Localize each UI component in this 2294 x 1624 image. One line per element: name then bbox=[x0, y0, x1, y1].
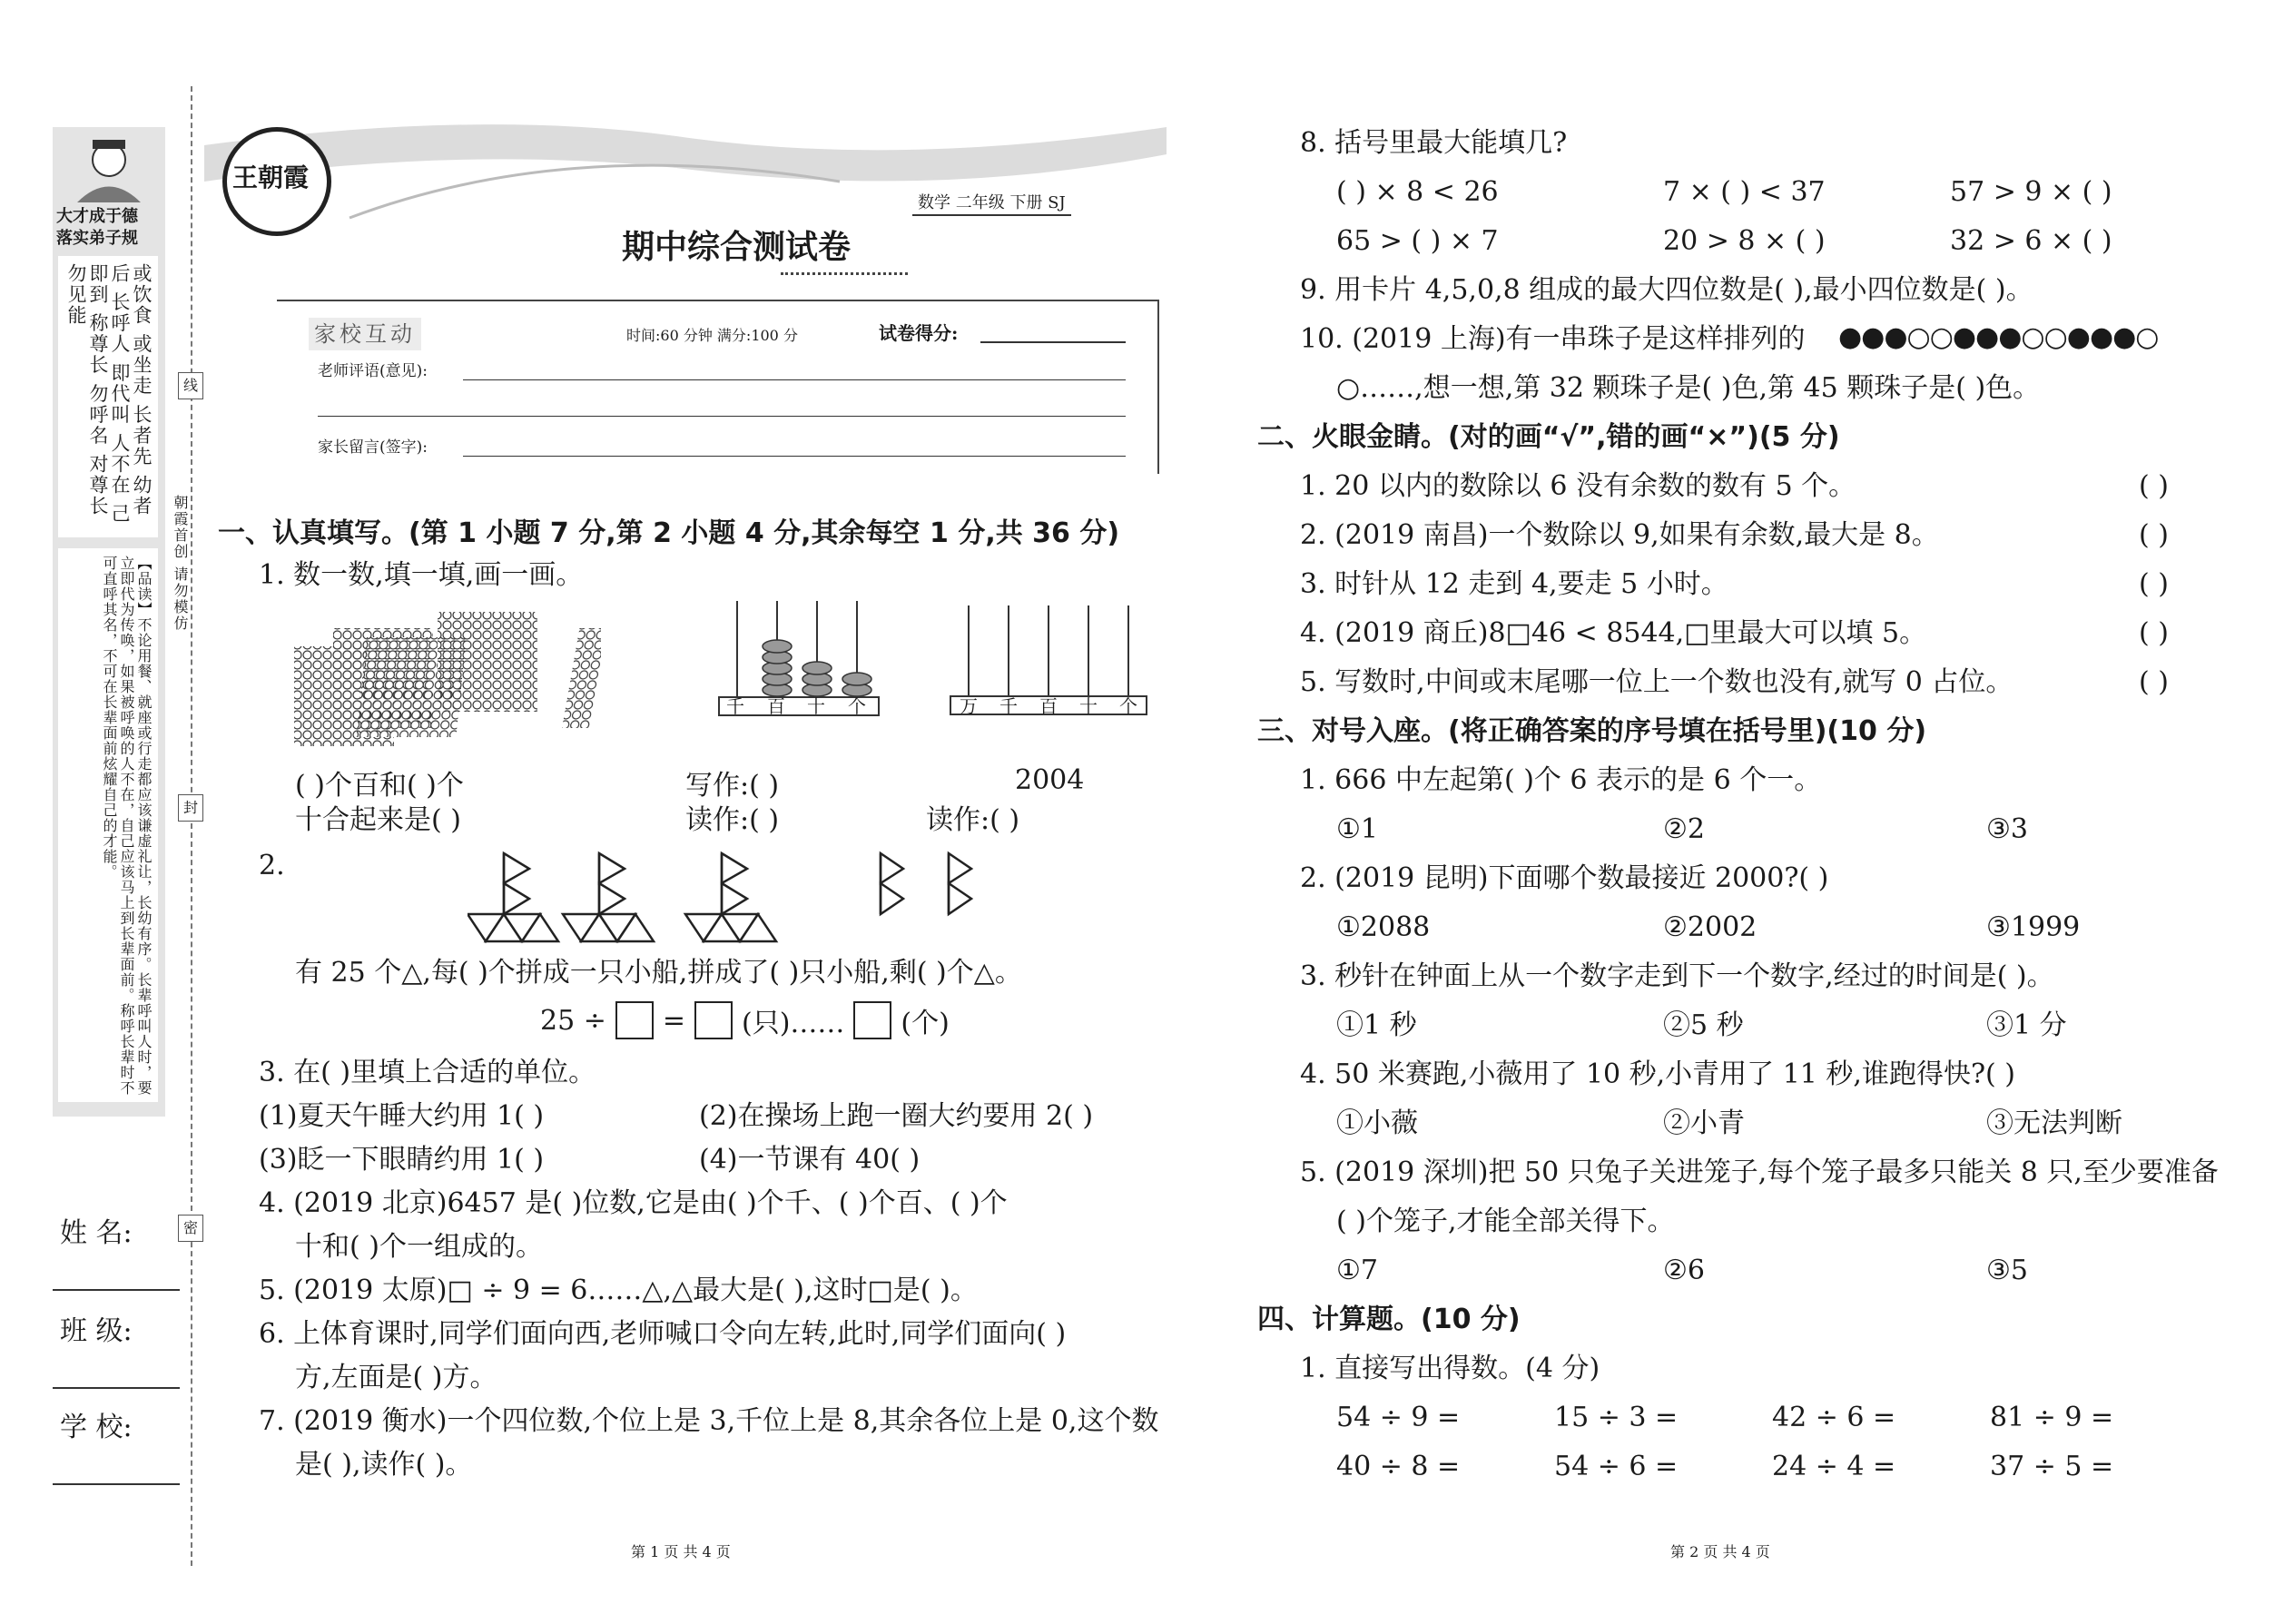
q1-abacus2-number: 2004 bbox=[1015, 764, 1085, 796]
q3-prompt: 3. 在( )里填上合适的单位。 bbox=[259, 1057, 596, 1088]
q3-item-2[interactable]: (2)在操场上跑一圈大约要用 2( ) bbox=[699, 1100, 1094, 1132]
page-number-left: 第 1 页 共 4 页 bbox=[631, 1543, 731, 1560]
q2-eq-quotient-unit: (只)…… bbox=[742, 1008, 845, 1039]
choice-3-opt-3[interactable]: ③1 分 bbox=[1986, 1009, 2067, 1041]
judge-5-answer[interactable]: ( ) bbox=[2139, 666, 2169, 698]
calc-r2-c4[interactable]: 37 ÷ 5 = bbox=[1990, 1451, 2114, 1482]
q2-number: 2. bbox=[259, 850, 285, 881]
section-4-heading: 四、计算题。(10 分) bbox=[1257, 1304, 1521, 1335]
q10-line-2[interactable]: ○……,想一想,第 32 颗珠子是( )色,第 45 颗珠子是( )色。 bbox=[1336, 372, 2041, 404]
seal-mark-1: 线 bbox=[178, 372, 203, 399]
teacher-comment-line-1[interactable] bbox=[463, 379, 1126, 380]
calc-r1-c2[interactable]: 15 ÷ 3 = bbox=[1554, 1402, 1679, 1433]
name-line bbox=[53, 1289, 180, 1291]
q1-abacus1-write[interactable]: 写作:( ) bbox=[685, 770, 780, 802]
q8-r1-c1[interactable]: ( ) × 8 < 26 bbox=[1336, 176, 1499, 208]
q5-text[interactable]: 5. (2019 太原)□ ÷ 9 = 6……△,△最大是( ),这时□是( )。 bbox=[259, 1275, 978, 1306]
q6-line-1[interactable]: 6. 上体育课时,同学们面向西,老师喊口令向左转,此时,同学们面向( ) bbox=[259, 1318, 1067, 1350]
judge-1-answer[interactable]: ( ) bbox=[2139, 470, 2169, 502]
judge-2: 2. (2019 南昌)一个数除以 9,如果有余数,最大是 8。 bbox=[1300, 519, 1939, 551]
choice-4-opt-1[interactable]: ①小薇 bbox=[1336, 1107, 1418, 1139]
abacus-2-label-ten-thousands: 万 bbox=[960, 695, 978, 717]
q1-bead-blocks bbox=[292, 610, 601, 748]
time-info: 时间:60 分钟 满分:100 分 bbox=[626, 327, 798, 344]
name-label: 姓 名: bbox=[60, 1217, 133, 1249]
choice-2-opt-1[interactable]: ①2088 bbox=[1336, 911, 1431, 943]
q4-line-2[interactable]: 十和( )个一组成的。 bbox=[295, 1231, 543, 1263]
home-school-label: 家校互动 bbox=[309, 318, 421, 350]
copyright-note: 朝霞首创 请勿模仿 bbox=[172, 495, 189, 633]
judge-4-answer[interactable]: ( ) bbox=[2139, 617, 2169, 649]
sidebar-motto-2: 落实弟子规 bbox=[56, 229, 138, 248]
choice-1-opt-1[interactable]: ①1 bbox=[1336, 813, 1378, 845]
q1-combined-blank[interactable]: 十合起来是( ) bbox=[295, 804, 461, 836]
abacus-1-label-hundreds: 百 bbox=[767, 695, 785, 717]
q2-eq-remainder-unit: (个) bbox=[901, 1008, 950, 1039]
choice-2-opt-2[interactable]: ②2002 bbox=[1663, 911, 1757, 943]
class-label: 班 级: bbox=[60, 1315, 133, 1347]
judge-2-answer[interactable]: ( ) bbox=[2139, 519, 2169, 551]
judge-5: 5. 写数时,中间或末尾哪一位上一个数也没有,就写 0 占位。 bbox=[1300, 666, 2013, 698]
q3-item-4[interactable]: (4)一节课有 40( ) bbox=[699, 1144, 921, 1176]
school-line bbox=[53, 1483, 180, 1485]
sidebar-poem: 或饮食 或坐走 长者先 幼者后 长呼人 即代叫 人不在 己即到 称尊长 勿呼名 对尊长 勿见能 bbox=[65, 263, 153, 525]
choice-5-line-2[interactable]: ( )个笼子,才能全部关得下。 bbox=[1336, 1206, 1675, 1237]
choice-3-opt-1[interactable]: ①1 秒 bbox=[1336, 1009, 1417, 1041]
score-line[interactable] bbox=[980, 341, 1126, 343]
q1-abacus2-read[interactable]: 读作:( ) bbox=[926, 804, 1020, 836]
q1-hundreds-blank[interactable]: ( )个百和( )个 bbox=[295, 770, 464, 802]
q1-abacus1-read[interactable]: 读作:( ) bbox=[685, 804, 780, 836]
sidebar-motto-1: 大才成于德 bbox=[56, 207, 138, 226]
choice-4-opt-3[interactable]: ③无法判断 bbox=[1986, 1107, 2122, 1139]
q2-eq-box-3[interactable] bbox=[853, 1001, 891, 1039]
judge-1: 1. 20 以内的数除以 6 没有余数的数有 5 个。 bbox=[1300, 470, 1856, 502]
q3-item-1[interactable]: (1)夏天午睡大约用 1( ) bbox=[259, 1100, 545, 1132]
q2-text[interactable]: 有 25 个△,每( )个拼成一只小船,拼成了( )只小船,剩( )个△。 bbox=[295, 957, 1022, 989]
q2-equation bbox=[540, 1000, 950, 1040]
q10-line-1: 10. (2019 上海)有一串珠子是这样排列的 bbox=[1300, 323, 1806, 355]
sidebar-mascot bbox=[64, 134, 154, 207]
q2-eq-dividend: 25 ÷ bbox=[540, 1004, 606, 1037]
teacher-comment-line-2[interactable] bbox=[318, 416, 1126, 417]
class-line bbox=[53, 1387, 180, 1389]
q8-r1-c2[interactable]: 7 × ( ) < 37 bbox=[1663, 176, 1826, 208]
seal-mark-3: 密 bbox=[178, 1215, 203, 1242]
abacus-2-label-ones: 个 bbox=[1119, 695, 1137, 717]
section-2-heading: 二、火眼金睛。(对的画“√”,错的画“×”)(5 分) bbox=[1257, 421, 1840, 453]
q7-line-2[interactable]: 是( ),读作( )。 bbox=[295, 1449, 473, 1481]
calc-r2-c3[interactable]: 24 ÷ 4 = bbox=[1772, 1451, 1896, 1482]
choice-2[interactable]: 2. (2019 昆明)下面哪个数最接近 2000?( ) bbox=[1300, 862, 1829, 894]
seal-mark-2: 封 bbox=[178, 794, 203, 822]
school-label: 学 校: bbox=[60, 1412, 133, 1443]
abacus-1-label-tens: 十 bbox=[807, 695, 825, 717]
q4-line-1[interactable]: 4. (2019 北京)6457 是( )位数,它是由( )个千、( )个百、( )个 bbox=[259, 1187, 1008, 1219]
q10-beads: ●●●○○●●●○○●●●○ bbox=[1838, 321, 2159, 353]
choice-5-opt-3[interactable]: ③5 bbox=[1986, 1255, 2028, 1286]
title-dots bbox=[781, 272, 908, 275]
q8-r2-c3[interactable]: 32 > 6 × ( ) bbox=[1950, 225, 2112, 257]
q2-eq-box-1[interactable] bbox=[615, 1001, 654, 1039]
calc-r2-c2[interactable]: 54 ÷ 6 = bbox=[1554, 1451, 1679, 1482]
choice-5-opt-1[interactable]: ①7 bbox=[1336, 1255, 1378, 1286]
q8-r2-c1[interactable]: 65 > ( ) × 7 bbox=[1336, 225, 1499, 257]
abacus-2-label-tens: 十 bbox=[1079, 695, 1098, 717]
calc-r1-c4[interactable]: 81 ÷ 9 = bbox=[1990, 1402, 2114, 1433]
subject-tag: 数学 二年级 下册 SJ bbox=[912, 192, 1071, 216]
q9-text[interactable]: 9. 用卡片 4,5,0,8 组成的最大四位数是( ),最小四位数是( )。 bbox=[1300, 274, 2033, 306]
q7-line-1[interactable]: 7. (2019 衡水)一个四位数,个位上是 3,千位上是 8,其余各位上是 0,这个数 bbox=[259, 1405, 1159, 1437]
choice-4-opt-2[interactable]: ②小青 bbox=[1663, 1107, 1745, 1139]
choice-1-opt-2[interactable]: ②2 bbox=[1663, 813, 1705, 845]
score-label: 试卷得分: bbox=[879, 322, 959, 344]
choice-2-opt-3[interactable]: ③1999 bbox=[1986, 911, 2081, 943]
teacher-comment-label: 老师评语(意见): bbox=[318, 362, 428, 380]
calc-r2-c1[interactable]: 40 ÷ 8 = bbox=[1336, 1451, 1461, 1482]
calc-r1-c3[interactable]: 42 ÷ 6 = bbox=[1772, 1402, 1896, 1433]
judge-3-answer[interactable]: ( ) bbox=[2139, 568, 2169, 600]
choice-3[interactable]: 3. 秒针在钟面上从一个数字走到下一个数字,经过的时间是( )。 bbox=[1300, 960, 2054, 992]
q8-r2-c2[interactable]: 20 > 8 × ( ) bbox=[1663, 225, 1826, 257]
choice-1-opt-3[interactable]: ③3 bbox=[1986, 813, 2028, 845]
choice-5-line-1: 5. (2019 深圳)把 50 只兔子关进笼子,每个笼子最多只能关 8 只,至少要准备 bbox=[1300, 1156, 2219, 1188]
choice-1[interactable]: 1. 666 中左起第( )个 6 表示的是 6 个一。 bbox=[1300, 764, 1822, 796]
q1-prompt: 1. 数一数,填一填,画一画。 bbox=[259, 559, 584, 591]
judge-4: 4. (2019 商丘)8□46 < 8544,□里最大可以填 5。 bbox=[1300, 617, 1927, 649]
q8-r1-c3[interactable]: 57 > 9 × ( ) bbox=[1950, 176, 2112, 208]
q2-triangle-boats bbox=[468, 849, 976, 944]
calc-prompt: 1. 直接写出得数。(4 分) bbox=[1300, 1353, 1600, 1384]
q2-eq-box-2[interactable] bbox=[694, 1001, 733, 1039]
abacus-2-label-thousands: 千 bbox=[999, 695, 1018, 717]
parent-message-line[interactable] bbox=[463, 456, 1126, 457]
parent-message-label: 家长留言(签字): bbox=[318, 438, 428, 457]
q8-prompt: 8. 括号里最大能填几? bbox=[1300, 127, 1568, 159]
q2-eq-equals: = bbox=[662, 1004, 685, 1037]
calc-r1-c1[interactable]: 54 ÷ 9 = bbox=[1336, 1402, 1461, 1433]
choice-4[interactable]: 4. 50 米赛跑,小薇用了 10 秒,小青用了 11 秒,谁跑得快?( ) bbox=[1300, 1058, 2015, 1090]
sidebar-reading: 【品读】不论用餐、就座或行走都应该谦虚礼让，长幼有序。长辈呼叫人时，要立即代为传唤，如果被呼唤的人不在，自己应该马上到长辈面前。称呼长辈时不可直呼其名，不可在长辈面前炫耀自己的才能。 bbox=[101, 556, 153, 1096]
section-3-heading: 三、对号入座。(将正确答案的序号填在括号里)(10 分) bbox=[1257, 715, 1927, 747]
page-number-right: 第 2 页 共 4 页 bbox=[1670, 1543, 1770, 1560]
abacus-2-label-hundreds: 百 bbox=[1039, 695, 1058, 717]
logo-text: 王朝霞 bbox=[232, 162, 310, 192]
section-1-heading: 一、认真填写。(第 1 小题 7 分,第 2 小题 4 分,其余每空 1 分,共 36 分) bbox=[218, 517, 1120, 549]
abacus-1-label-thousands: 千 bbox=[726, 695, 744, 717]
binding-line bbox=[191, 86, 192, 1566]
q6-line-2[interactable]: 方,左面是( )方。 bbox=[295, 1362, 497, 1393]
choice-3-opt-2[interactable]: ②5 秒 bbox=[1663, 1009, 1744, 1041]
choice-5-opt-2[interactable]: ②6 bbox=[1663, 1255, 1705, 1286]
q3-item-3[interactable]: (3)眨一下眼睛约用 1( ) bbox=[259, 1144, 545, 1176]
abacus-1-label-ones: 个 bbox=[848, 695, 866, 717]
page-title: 期中综合测试卷 bbox=[622, 228, 852, 266]
judge-3: 3. 时针从 12 走到 4,要走 5 小时。 bbox=[1300, 568, 1728, 600]
